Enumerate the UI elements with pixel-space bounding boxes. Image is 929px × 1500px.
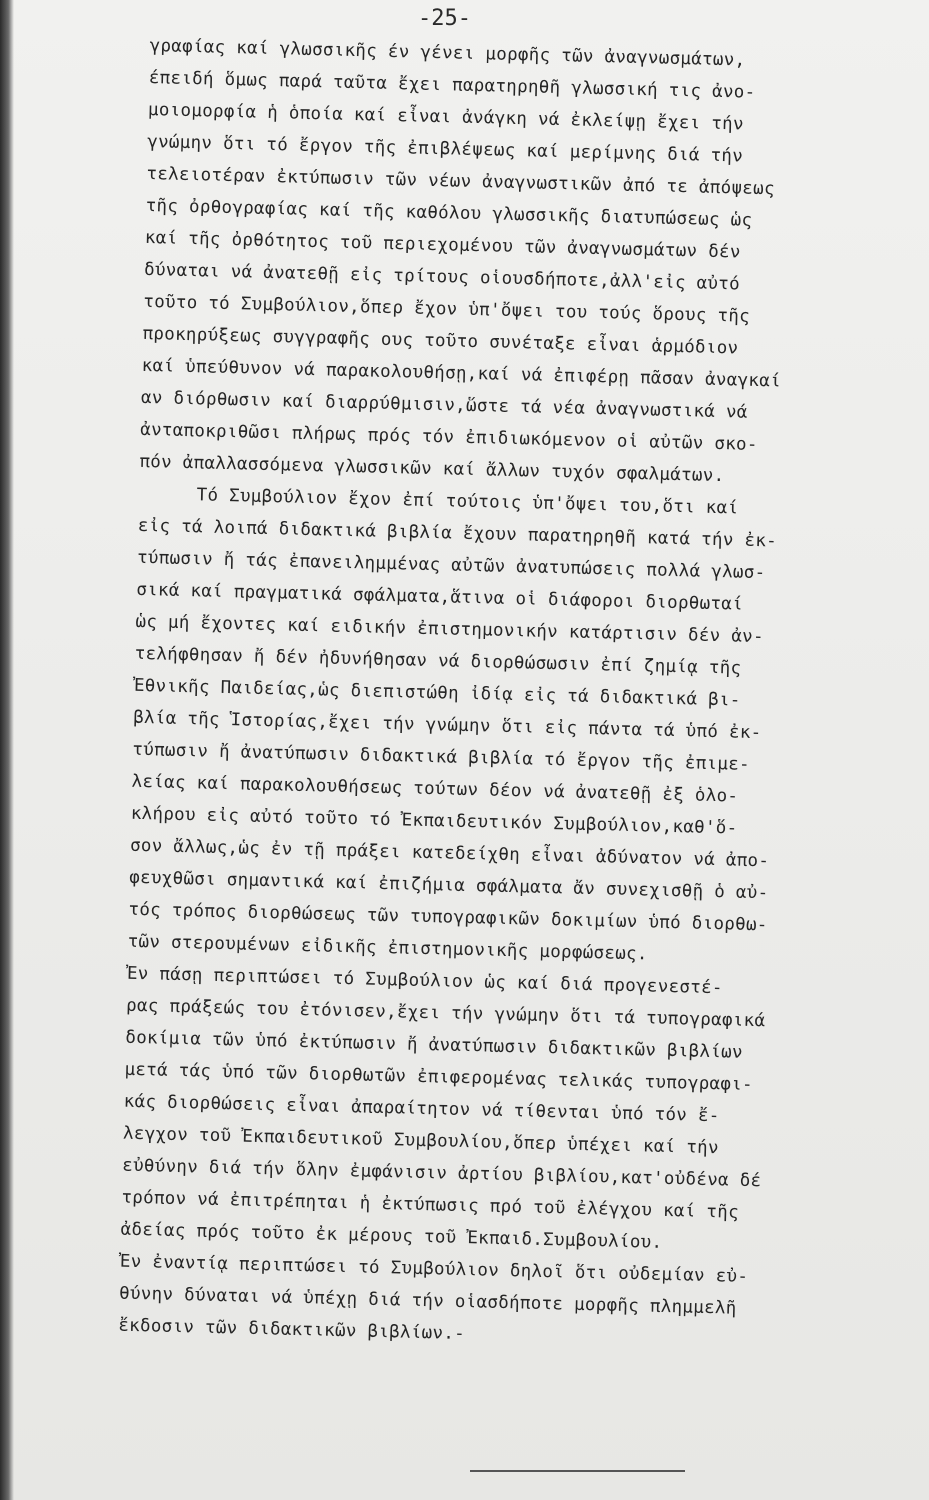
text-line: καί ὑπεύθυνον νά παρακολουθήσῃ,καί νά ἐπιφέρῃ πᾶσαν ἀναγκαί bbox=[141, 355, 782, 392]
text-line: καί τῆς ὀρθότητος τοῦ περιεχομένου τῶν ἀναγνωσμάτων δέν bbox=[144, 227, 741, 263]
text-line: μετά τάς ὑπό τῶν διορθωτῶν ἐπιφερομένας τελικάς τυπογραφι- bbox=[124, 1059, 754, 1096]
text-line: σον ἄλλως,ὡς ἐν τῇ πράξει κατεδείχθη εἶναι ἀδύνατον νά ἀπο- bbox=[129, 835, 770, 872]
text-line: τελήφθησαν ἤ δέν ἠδυνήθησαν νά διορθώσωσιν ἐπί ζημίᾳ τῆς bbox=[134, 643, 742, 679]
text-line: κλήρου εἰς αὐτό τοῦτο τό Ἐκπαιδευτικόν Συμβούλιον,καθ'ὅ- bbox=[130, 803, 738, 839]
text-line: δοκίμια τῶν ὑπό ἐκτύπωσιν ἤ ἀνατύπωσιν διδακτικῶν βιβλίων bbox=[125, 1027, 744, 1063]
text-line: λείας καί παρακολουθήσεως τούτων δέον νά ἀνατεθῇ ἐξ ὁλο- bbox=[131, 771, 739, 807]
text-line: ἔκδοσιν τῶν διδακτικῶν βιβλίων.- bbox=[118, 1315, 466, 1345]
text-line: βλία τῆς Ἱστορίας,ἔχει τήν γνώμην ὅτι εἰς πάντα τά ὑπό ἐκ- bbox=[132, 707, 762, 744]
text-line: προκηρύξεως συγγραφῆς ους τοῦτο συνέταξε εἶναι ἁρμόδιον bbox=[142, 323, 739, 359]
text-line: τελειοτέραν ἐκτύπωσιν τῶν νέων ἀναγνωστικῶν ἀπό τε ἀπόψεως bbox=[146, 163, 776, 200]
text-line: αν διόρθωσιν καί διαρρύθμισιν,ὥστε τά νέα ἀναγνωστικά νά bbox=[140, 387, 748, 423]
text-line: πόν ἀπαλλασσόμενα γλωσσικῶν καί ἄλλων τυχόν σφαλμάτων. bbox=[139, 451, 725, 487]
text-line: λεγχον τοῦ Ἐκπαιδευτικοῦ Συμβουλίου,ὅπερ ὑπέχει καί τήν bbox=[122, 1123, 720, 1159]
text-line: τοῦτο τό Συμβούλιον,ὅπερ ἔχον ὑπ'ὄψει του τούς ὅρους τῆς bbox=[143, 291, 751, 327]
text-line: εἰς τά λοιπά διδακτικά βιβλία ἔχουν παρατηρηθῆ κατά τήν ἐκ- bbox=[137, 515, 778, 552]
text-line: τῆς ὀρθογραφίας καί τῆς καθόλου γλωσσικῆς διατυπώσεως ὡς bbox=[145, 195, 753, 231]
text-line: μοιομορφία ἡ ὁποία καί εἶναι ἀνάγκη νά ἐκλείψῃ ἔχει τήν bbox=[147, 99, 745, 135]
text-line: τρόπον νά ἐπιτρέπηται ἡ ἐκτύπωσις πρό τοῦ ἐλέγχου καί τῆς bbox=[121, 1187, 740, 1223]
text-line: θύνην δύναται νά ὑπέχῃ διά τήν οἱασδήποτε μορφῆς πλημμελῆ bbox=[118, 1283, 737, 1319]
document-body bbox=[118, 30, 920, 1360]
paragraph-start-line: Ἐν πάσῃ περιπτώσει τό Συμβούλιον ὡς καί διά προγενεστέ- bbox=[126, 963, 723, 999]
page-number: -25- bbox=[418, 6, 471, 31]
text-line: ὡς μή ἔχοντες καί ειδικήν ἐπιστημονικήν κατάρτισιν δέν ἀν- bbox=[135, 611, 765, 648]
text-line: γραφίας καί γλωσσικῆς έν γένει μορφῆς τῶν ἀναγνωσμάτων, bbox=[149, 35, 746, 71]
text-line: έπειδή ὅμως παρά ταῦτα ἔχει παρατηρηθῆ γλωσσική τις ἀνο- bbox=[148, 67, 756, 103]
text-line: τός τρόπος διορθώσεως τῶν τυπογραφικῶν δοκιμίων ὑπό διορθω- bbox=[128, 899, 768, 936]
text-line: ἀνταποκριθῶσι πλήρως πρός τόν ἐπιδιωκόμενον οἱ αὐτῶν σκο- bbox=[139, 419, 758, 455]
paragraph-start-line: Ἐν ἐναντίᾳ περιπτώσει τό Συμβούλιον δηλοῖ ὅτι οὐδεμίαν εὐ- bbox=[119, 1251, 749, 1287]
text-line: τύπωσιν ἤ τάς ἐπανειλημμένας αὐτῶν ἀνατυπώσεις πολλά γλωσ- bbox=[136, 547, 766, 584]
text-line: τύπωσιν ἤ ἀνατύπωσιν διδακτικά βιβλία τό ἔργον τῆς ἐπιμε- bbox=[132, 739, 751, 775]
text-line: ρας πράξεώς του ἐτόνισεν,ἔχει τήν γνώμην ὅτι τά τυπογραφικά bbox=[125, 995, 766, 1032]
scan-edge-shadow bbox=[0, 0, 14, 1500]
text-line: γνώμην ὅτι τό ἔργον τῆς ἐπιβλέψεως καί μερίμνης διά τήν bbox=[147, 131, 744, 167]
text-line: εὐθύνην διά τήν ὅλην ἐμφάνισιν ἀρτίου βιβλίου,κατ'οὐδένα δέ bbox=[122, 1155, 762, 1192]
closing-rule bbox=[470, 1470, 685, 1472]
text-line: ἀδείας πρός τοῦτο ἐκ μέρους τοῦ Ἐκπαιδ.Συμβουλίου. bbox=[120, 1219, 663, 1253]
text-line: δύναται νά ἀνατεθῇ εἰς τρίτους οἱουσδήποτε,ἀλλ'εἰς αὐτό bbox=[143, 259, 741, 295]
text-line: τῶν στερουμένων εἰδικῆς ἐπιστημονικῆς μορφώσεως. bbox=[127, 931, 648, 965]
paragraph-start-line: Τό Συμβούλιον ἔχον ἐπί τούτοις ὑπ'ὄψει του,ὅτι καί bbox=[196, 485, 739, 519]
text-line: σικά καί πραγματικά σφάλματα,ἅτινα οἱ διάφοροι διορθωταί bbox=[136, 579, 744, 615]
text-line: φευχθῶσι σημαντικά καί ἐπιζήμια σφάλματα ἄν συνεχισθῇ ὁ αὐ- bbox=[129, 867, 769, 904]
text-line: κάς διορθώσεις εἶναι ἀπαραίτητον νά τίθενται ὑπό τόν ἔ- bbox=[123, 1091, 720, 1127]
text-line: Ἐθνικῆς Παιδείας,ὡς διεπιστώθη ἰδίᾳ εἰς τά διδακτικά βι- bbox=[133, 675, 741, 711]
